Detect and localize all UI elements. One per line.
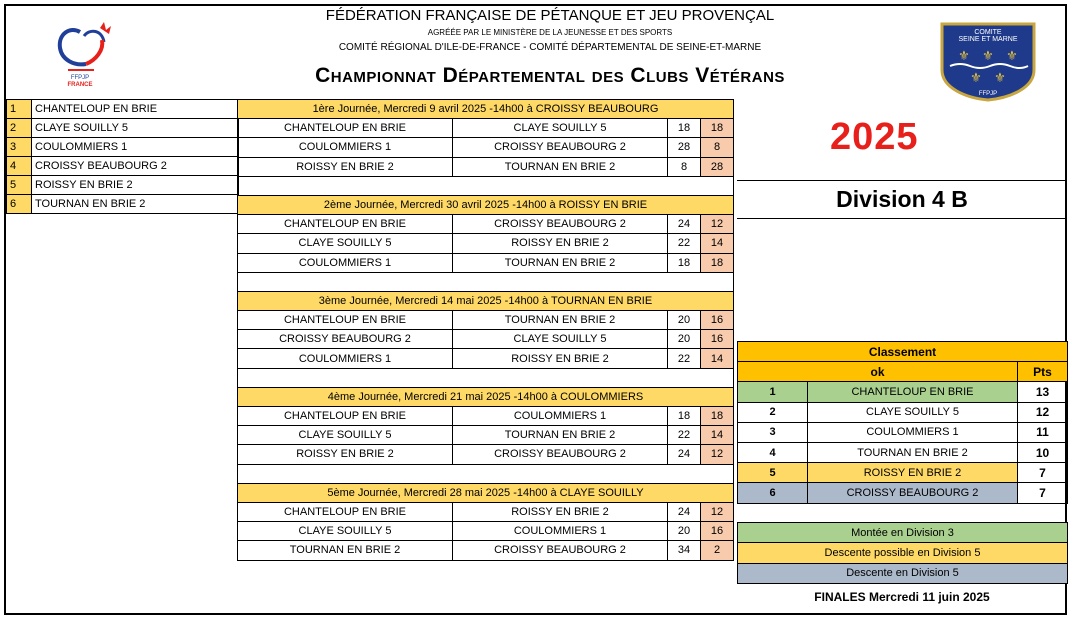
away-score: 18 bbox=[701, 407, 734, 426]
finals-date: FINALES Mercredi 11 juin 2025 bbox=[814, 590, 990, 604]
home-team: CHANTELOUP EN BRIE bbox=[238, 311, 453, 330]
rank-number: 6 bbox=[738, 483, 808, 503]
ranking-pts-header: Pts bbox=[1018, 362, 1068, 382]
home-team: CLAYE SOUILLY 5 bbox=[238, 522, 453, 541]
team-number: 5 bbox=[7, 176, 32, 195]
match-row bbox=[238, 119, 734, 138]
ranking-row bbox=[738, 483, 1068, 503]
home-score: 22 bbox=[668, 426, 701, 445]
agreement-line: AGRÉÉE PAR LE MINISTÈRE DE LA JEUNESSE ET DES SPORTS bbox=[427, 28, 673, 37]
away-score: 18 bbox=[701, 119, 734, 138]
team-name: COULOMMIERS 1 bbox=[32, 138, 239, 157]
match-row bbox=[238, 253, 734, 272]
ranking-ok-header: ok bbox=[738, 362, 1018, 382]
away-score: 18 bbox=[701, 253, 734, 272]
home-team: CLAYE SOUILLY 5 bbox=[238, 426, 453, 445]
legend-descent: Descente en Division 5 bbox=[738, 563, 1068, 583]
rank-team: ROISSY EN BRIE 2 bbox=[808, 463, 1018, 483]
match-row bbox=[238, 522, 734, 541]
away-team: CLAYE SOUILLY 5 bbox=[453, 330, 668, 349]
home-score: 24 bbox=[668, 445, 701, 464]
team-row bbox=[7, 119, 239, 138]
match-row bbox=[238, 330, 734, 349]
day-header: 4ème Journée, Mercredi 21 mai 2025 -14h00 à COULOMMIERS bbox=[238, 387, 734, 406]
home-team: TOURNAN EN BRIE 2 bbox=[238, 541, 453, 560]
away-score: 16 bbox=[701, 311, 734, 330]
seine-et-marne-shield-logo bbox=[940, 22, 1036, 107]
match-row bbox=[238, 311, 734, 330]
rank-team: CROISSY BEAUBOURG 2 bbox=[808, 483, 1018, 503]
home-score: 28 bbox=[668, 138, 701, 157]
day-header: 5ème Journée, Mercredi 28 mai 2025 -14h00 à CLAYE SOUILLY bbox=[238, 483, 734, 502]
rank-team: COULOMMIERS 1 bbox=[808, 422, 1018, 442]
home-score: 20 bbox=[668, 311, 701, 330]
team-name: CROISSY BEAUBOURG 2 bbox=[32, 157, 239, 176]
team-row bbox=[7, 195, 239, 214]
home-team: COULOMMIERS 1 bbox=[238, 349, 453, 368]
away-score: 14 bbox=[701, 234, 734, 253]
logo-right-text2: SEINE ET MARNE bbox=[958, 36, 1018, 43]
home-score: 20 bbox=[668, 330, 701, 349]
away-team: ROISSY EN BRIE 2 bbox=[453, 502, 668, 521]
home-team: ROISSY EN BRIE 2 bbox=[238, 445, 453, 464]
match-schedule bbox=[237, 99, 734, 561]
match-row bbox=[238, 157, 734, 176]
svg-text:⚜: ⚜ bbox=[982, 48, 994, 63]
team-number: 6 bbox=[7, 195, 32, 214]
rank-points: 7 bbox=[1018, 463, 1068, 483]
spacer-row bbox=[238, 368, 734, 387]
rank-points: 7 bbox=[1018, 483, 1068, 503]
match-row bbox=[238, 445, 734, 464]
away-team: ROISSY EN BRIE 2 bbox=[453, 349, 668, 368]
home-team: CROISSY BEAUBOURG 2 bbox=[238, 330, 453, 349]
rank-team: TOURNAN EN BRIE 2 bbox=[808, 442, 1018, 462]
rank-number: 3 bbox=[738, 422, 808, 442]
match-row bbox=[238, 215, 734, 234]
away-team: TOURNAN EN BRIE 2 bbox=[453, 157, 668, 176]
day-header: 2ème Journée, Mercredi 30 avril 2025 -14h00 à ROISSY EN BRIE bbox=[238, 195, 734, 214]
away-team: CLAYE SOUILLY 5 bbox=[453, 119, 668, 138]
team-name: ROISSY EN BRIE 2 bbox=[32, 176, 239, 195]
legend-promotion: Montée en Division 3 bbox=[738, 523, 1068, 543]
home-score: 8 bbox=[668, 157, 701, 176]
away-score: 12 bbox=[701, 445, 734, 464]
rank-number: 5 bbox=[738, 463, 808, 483]
logo-left-text1: FFPJP bbox=[70, 75, 90, 81]
rank-points: 13 bbox=[1018, 382, 1068, 402]
spacer-row bbox=[238, 176, 734, 195]
ranking-row bbox=[738, 402, 1068, 422]
rank-team: CHANTELOUP EN BRIE bbox=[808, 382, 1018, 402]
away-team: TOURNAN EN BRIE 2 bbox=[453, 253, 668, 272]
ranking-row bbox=[738, 382, 1068, 402]
season-year: 2025 bbox=[830, 116, 919, 158]
match-row bbox=[238, 349, 734, 368]
rank-number: 1 bbox=[738, 382, 808, 402]
home-score: 18 bbox=[668, 253, 701, 272]
away-score: 16 bbox=[701, 330, 734, 349]
committee-line: COMITÉ RÉGIONAL D'ILE-DE-FRANCE - COMITÉ DÉPARTEMENTAL DE SEINE-ET-MARNE bbox=[338, 42, 762, 53]
day-header: 1ère Journée, Mercredi 9 avril 2025 -14h00 à CROISSY BEAUBOURG bbox=[238, 100, 734, 119]
away-team: CROISSY BEAUBOURG 2 bbox=[453, 541, 668, 560]
home-score: 34 bbox=[668, 541, 701, 560]
home-score: 18 bbox=[668, 119, 701, 138]
away-score: 16 bbox=[701, 522, 734, 541]
match-row bbox=[238, 234, 734, 253]
logo-right-text1: COMITE bbox=[974, 29, 1002, 36]
rank-number: 4 bbox=[738, 442, 808, 462]
team-row bbox=[7, 176, 239, 195]
home-team: CHANTELOUP EN BRIE bbox=[238, 119, 453, 138]
home-score: 20 bbox=[668, 522, 701, 541]
team-name: CHANTELOUP EN BRIE bbox=[32, 100, 239, 119]
svg-text:⚜: ⚜ bbox=[994, 70, 1006, 85]
home-score: 18 bbox=[668, 407, 701, 426]
team-row bbox=[7, 138, 239, 157]
team-number: 2 bbox=[7, 119, 32, 138]
team-name: CLAYE SOUILLY 5 bbox=[32, 119, 239, 138]
home-team: COULOMMIERS 1 bbox=[238, 138, 453, 157]
home-team: CHANTELOUP EN BRIE bbox=[238, 215, 453, 234]
match-row bbox=[238, 426, 734, 445]
away-team: CROISSY BEAUBOURG 2 bbox=[453, 215, 668, 234]
away-score: 8 bbox=[701, 138, 734, 157]
away-score: 12 bbox=[701, 215, 734, 234]
logo-left-text2: FRANCE bbox=[67, 82, 93, 88]
legend-possible-descent: Descente possible en Division 5 bbox=[738, 543, 1068, 563]
ranking-row bbox=[738, 442, 1068, 462]
match-row bbox=[238, 502, 734, 521]
home-score: 22 bbox=[668, 349, 701, 368]
championship-title: Championnat Départemental des Clubs Vétérans bbox=[315, 64, 785, 87]
away-score: 2 bbox=[701, 541, 734, 560]
rank-points: 10 bbox=[1018, 442, 1068, 462]
logo-right-text3: FFPJP bbox=[978, 91, 998, 97]
team-list bbox=[6, 99, 239, 214]
team-number: 3 bbox=[7, 138, 32, 157]
away-team: TOURNAN EN BRIE 2 bbox=[453, 426, 668, 445]
day-header: 3ème Journée, Mercredi 14 mai 2025 -14h00 à TOURNAN EN BRIE bbox=[238, 291, 734, 310]
svg-text:⚜: ⚜ bbox=[958, 48, 970, 63]
match-row bbox=[238, 138, 734, 157]
ranking-table bbox=[737, 341, 1068, 504]
ffpjp-rooster-logo bbox=[50, 20, 114, 95]
home-team: COULOMMIERS 1 bbox=[238, 253, 453, 272]
svg-text:⚜: ⚜ bbox=[970, 70, 982, 85]
team-name: TOURNAN EN BRIE 2 bbox=[32, 195, 239, 214]
team-row bbox=[7, 157, 239, 176]
away-team: CROISSY BEAUBOURG 2 bbox=[453, 445, 668, 464]
team-row bbox=[7, 100, 239, 119]
rank-team: CLAYE SOUILLY 5 bbox=[808, 402, 1018, 422]
home-team: ROISSY EN BRIE 2 bbox=[238, 157, 453, 176]
status-legend bbox=[737, 522, 1068, 584]
match-row bbox=[238, 541, 734, 560]
away-team: ROISSY EN BRIE 2 bbox=[453, 234, 668, 253]
rank-points: 12 bbox=[1018, 402, 1068, 422]
svg-text:⚜: ⚜ bbox=[1006, 48, 1018, 63]
ranking-row bbox=[738, 463, 1068, 483]
division-label: Division 4 B bbox=[737, 180, 1067, 219]
spacer-row bbox=[238, 272, 734, 291]
federation-title: FÉDÉRATION FRANÇAISE DE PÉTANQUE ET JEU PROVENÇAL bbox=[325, 7, 775, 24]
away-score: 14 bbox=[701, 426, 734, 445]
away-team: COULOMMIERS 1 bbox=[453, 407, 668, 426]
team-number: 4 bbox=[7, 157, 32, 176]
away-score: 14 bbox=[701, 349, 734, 368]
home-team: CHANTELOUP EN BRIE bbox=[238, 407, 453, 426]
home-team: CHANTELOUP EN BRIE bbox=[238, 502, 453, 521]
rank-number: 2 bbox=[738, 402, 808, 422]
team-number: 1 bbox=[7, 100, 32, 119]
match-row bbox=[238, 407, 734, 426]
away-team: CROISSY BEAUBOURG 2 bbox=[453, 138, 668, 157]
spacer-row bbox=[238, 464, 734, 483]
rank-points: 11 bbox=[1018, 422, 1068, 442]
home-score: 22 bbox=[668, 234, 701, 253]
ranking-row bbox=[738, 422, 1068, 442]
home-team: CLAYE SOUILLY 5 bbox=[238, 234, 453, 253]
home-score: 24 bbox=[668, 215, 701, 234]
away-team: TOURNAN EN BRIE 2 bbox=[453, 311, 668, 330]
home-score: 24 bbox=[668, 502, 701, 521]
ranking-title: Classement bbox=[738, 342, 1068, 362]
away-team: COULOMMIERS 1 bbox=[453, 522, 668, 541]
away-score: 12 bbox=[701, 502, 734, 521]
away-score: 28 bbox=[701, 157, 734, 176]
